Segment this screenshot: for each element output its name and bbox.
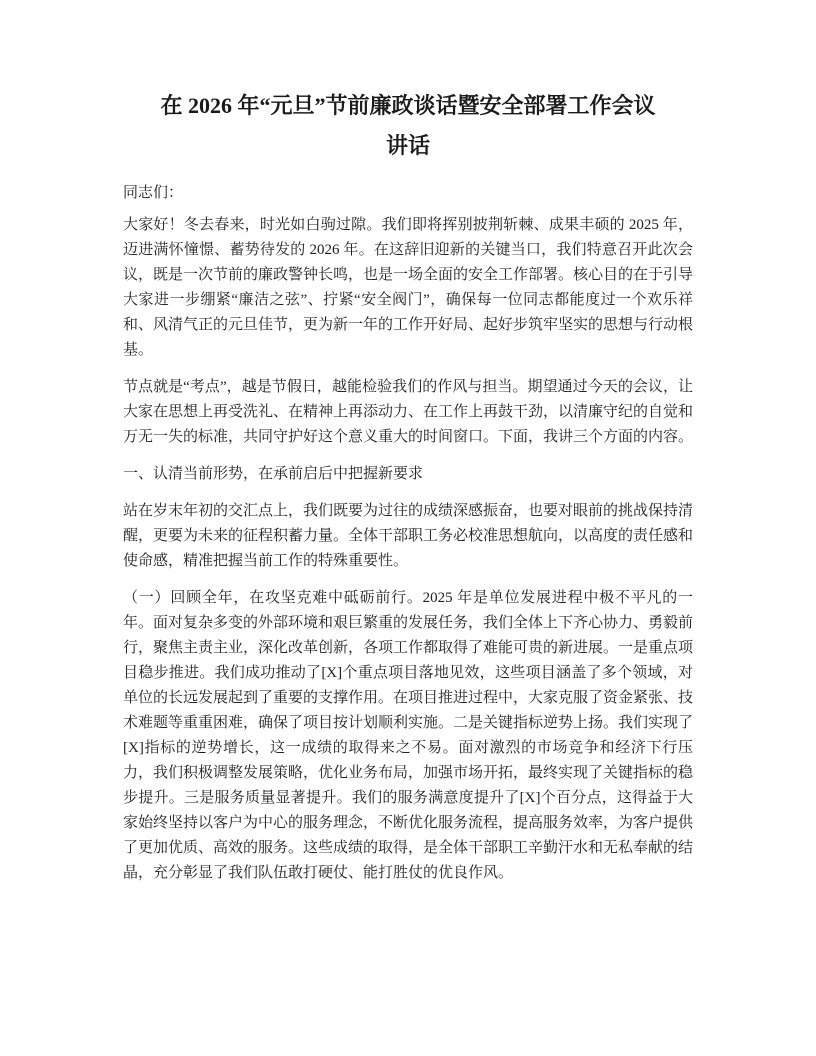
section-1-paragraph-2: （一）回顾全年，在攻坚克难中砥砺前行。2025 年是单位发展进程中极不平凡的一年。面对复杂多变的外部环境和艰巨繁重的发展任务，我们全体上下齐心协力、勇毅前行，聚焦主责主业，深化改革创新，各项工作都取得了难能可贵的新进展。一是重点项目稳步推进。我们成功推动了[X]个重点项目落地见效，这些项目涵盖了多个领域，对单位的长远发展起到了重要的支撑作用。在项目推进过程中，大家克服了资金紧张、技术难题等重重困难，确保了项目按计划顺利实施。二是关键指标逆势上扬。我们实现了[X]指标的逆势增长，这一成绩的取得来之不易。面对激烈的市场竞争和经济下行压力，我们积极调整发展策略，优化业务布局，加强市场开拓，最终实现了关键指标的稳步提升。三是服务质量显著提升。我们的服务满意度提升了[X]个百分点，这得益于大家始终坚持以客户为中心的服务理念，不断优化服务流程，提高服务效率，为客户提供了更加优质、高效的服务。这些成绩的取得，是全体干部职工辛勤汗水和无私奉献的结晶，充分彰显了我们队伍敢打硬仗、能打胜仗的优良作风。 bbox=[123, 590, 694, 881]
document-title-line-2: 讲话 bbox=[385, 133, 430, 158]
document-title bbox=[123, 86, 693, 166]
salutation: 同志们： bbox=[123, 185, 184, 201]
opening-paragraph-2: 节点就是“考点”，越是节假日，越能检验我们的作风与担当。期望通过今天的会议，让大家在思想上再受洗礼、在精神上再添动力、在工作上再鼓干劲，以清廉守纪的自觉和万无一失的标准，共同守护好这个意义重大的时间窗口。下面，我讲三个方面的内容。 bbox=[123, 379, 694, 445]
section-1-paragraph-1: 站在岁末年初的交汇点上，我们既要为过往的成绩深感振奋，也要对眼前的挑战保持清醒，更要为未来的征程积蓄力量。全体干部职工务必校准思想航向，以高度的责任感和使命感，精准把握当前工作的特殊重要性。 bbox=[123, 503, 694, 569]
document-title-line-1: 在 2026 年“元旦”节前廉政谈话暨安全部署工作会议 bbox=[160, 93, 656, 118]
section-1-heading: 一、认清当前形势，在承前启后中把握新要求 bbox=[123, 466, 424, 482]
opening-paragraph-1: 大家好！冬去春来，时光如白驹过隙。我们即将挥别披荆斩棘、成果丰硕的 2025 年，迈进满怀憧憬、蓄势待发的 2026 年。在这辞旧迎新的关键当口，我们特意召开此次会议，既是一次节前的廉政警钟长鸣，也是一场全面的安全工作部署。核心目的在于引导大家进一步绷紧“廉洁之弦”、拧紧“安全阀门”，确保每一位同志都能度过一个欢乐祥和、风清气正的元旦佳节，更为新一年的工作开好局、起好步筑牢坚实的思想与行动根基。 bbox=[123, 217, 694, 358]
